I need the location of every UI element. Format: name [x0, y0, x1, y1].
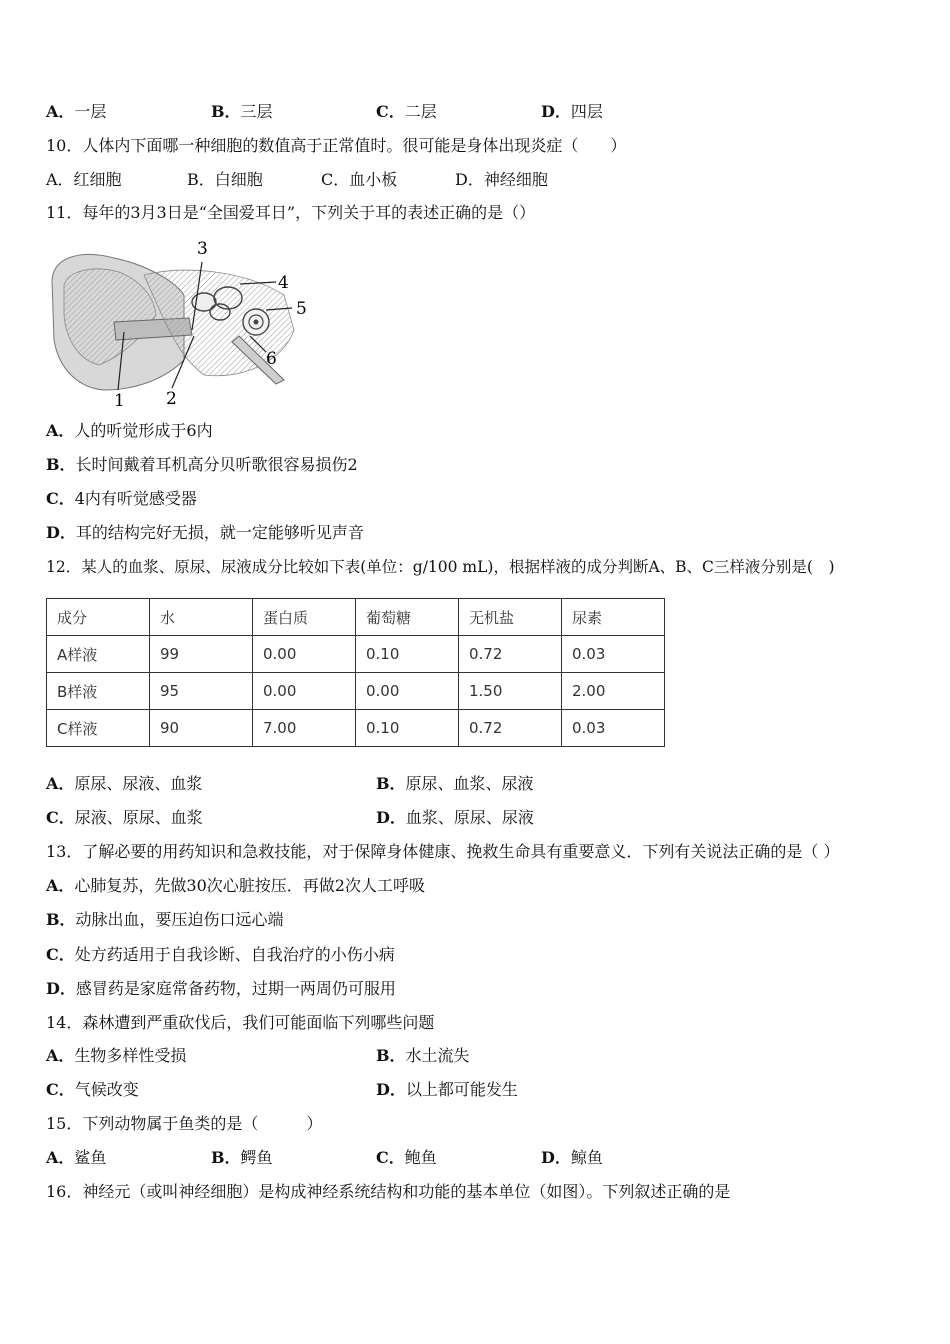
ear-anatomy-figure — [44, 240, 334, 410]
table-header-cell: 成分 — [47, 599, 150, 636]
q12-option-a: A．原尿、尿液、血浆 — [46, 774, 203, 793]
q12-option-c: C．尿液、原尿、血浆 — [46, 808, 203, 827]
q15-option-d: D．鲸鱼 — [541, 1148, 603, 1167]
table-header-cell: 水 — [150, 599, 253, 636]
q12-stem: 12．某人的血浆、原尿、尿液成分比较如下表(单位：g/100 mL)，根据样液的成分判断A、B、C三样液分别是( ) — [46, 558, 835, 576]
q14-stem: 14．森林遭到严重砍伐后，我们可能面临下列哪些问题 — [46, 1013, 435, 1032]
table-cell: 0.00 — [356, 673, 459, 710]
q15-stem: 15．下列动物属于鱼类的是（ ） — [46, 1114, 323, 1133]
q11-option-d: D．耳的结构完好无损，就一定能够听见声音 — [46, 523, 364, 542]
table-row — [47, 673, 665, 710]
figure-label-6: 6 — [266, 349, 277, 369]
q11-stem: 11．每年的3月3日是“全国爱耳日”，下列关于耳的表述正确的是（） — [46, 203, 536, 222]
table-row — [47, 710, 665, 747]
table-cell: 0.72 — [459, 710, 562, 747]
table-header-row — [47, 599, 665, 636]
q10-option-a: A．红细胞 — [46, 170, 122, 189]
q11-option-c: C．4内有听觉感受器 — [46, 489, 197, 508]
table-cell: 95 — [150, 673, 253, 710]
table-header-cell: 尿素 — [562, 599, 665, 636]
q10-option-b: B．白细胞 — [187, 170, 263, 189]
q13-stem: 13．了解必要的用药知识和急救技能，对于保障身体健康、挽救生命具有重要意义．下列有关说法正确的是（ ） — [46, 842, 840, 861]
q16-stem: 16．神经元（或叫神经细胞）是构成神经系统结构和功能的基本单位（如图）。下列叙述正确的是 — [46, 1182, 731, 1201]
table-cell: C样液 — [47, 710, 150, 747]
table-cell: 99 — [150, 636, 253, 673]
q9-option-a: A．一层 — [46, 102, 107, 121]
table-cell: 2.00 — [562, 673, 665, 710]
q15-option-a: A．鲨鱼 — [46, 1148, 107, 1167]
figure-label-3: 3 — [197, 240, 208, 259]
table-cell: 1.50 — [459, 673, 562, 710]
figure-label-5: 5 — [296, 299, 307, 319]
table-cell: 7.00 — [253, 710, 356, 747]
table-row — [47, 636, 665, 673]
q9-option-c: C．二层 — [376, 102, 437, 121]
table-cell: 0.72 — [459, 636, 562, 673]
q14-option-d: D．以上都可能发生 — [376, 1080, 518, 1099]
urine-composition-table — [46, 598, 665, 747]
q13-option-c: C．处方药适用于自我诊断、自我治疗的小伤小病 — [46, 945, 395, 964]
q13-option-d: D．感冒药是家庭常备药物，过期一两周仍可服用 — [46, 979, 396, 998]
table-cell: 0.00 — [253, 673, 356, 710]
q9-option-d: D．四层 — [541, 102, 603, 121]
q13-option-a: A．心肺复苏，先做30次心脏按压．再做2次人工呼吸 — [46, 876, 425, 895]
table-cell: 0.10 — [356, 710, 459, 747]
q12-option-d: D．血浆、原尿、尿液 — [376, 808, 534, 827]
table-cell: A样液 — [47, 636, 150, 673]
q14-option-c: C．气候改变 — [46, 1080, 139, 1099]
table-cell: 0.03 — [562, 710, 665, 747]
q13-option-b: B．动脉出血，要压迫伤口远心端 — [46, 910, 284, 929]
table-header-cell: 蛋白质 — [253, 599, 356, 636]
figure-label-1: 1 — [114, 391, 125, 410]
table-header-cell: 葡萄糖 — [356, 599, 459, 636]
q14-option-a: A．生物多样性受损 — [46, 1046, 187, 1065]
table-header-cell: 无机盐 — [459, 599, 562, 636]
table-cell: 0.00 — [253, 636, 356, 673]
q11-option-b: B．长时间戴着耳机高分贝听歌很容易损伤2 — [46, 455, 358, 474]
table-cell: 90 — [150, 710, 253, 747]
table-cell: B样液 — [47, 673, 150, 710]
q10-option-d: D．神经细胞 — [455, 170, 548, 189]
table-cell: 0.03 — [562, 636, 665, 673]
q15-option-b: B．鳄鱼 — [211, 1148, 273, 1167]
q10-option-c: C．血小板 — [321, 170, 398, 189]
q15-option-c: C．鲍鱼 — [376, 1148, 437, 1167]
figure-label-2: 2 — [166, 389, 177, 409]
figure-label-4: 4 — [278, 273, 289, 293]
q14-option-b: B．水土流失 — [376, 1046, 470, 1065]
q12-option-b: B．原尿、血浆、尿液 — [376, 774, 534, 793]
q9-option-b: B．三层 — [211, 102, 273, 121]
q10-stem: 10．人体内下面哪一种细胞的数值高于正常值时。很可能是身体出现炎症（ ） — [46, 136, 627, 155]
table-cell: 0.10 — [356, 636, 459, 673]
q11-option-a: A．人的听觉形成于6内 — [46, 421, 213, 440]
